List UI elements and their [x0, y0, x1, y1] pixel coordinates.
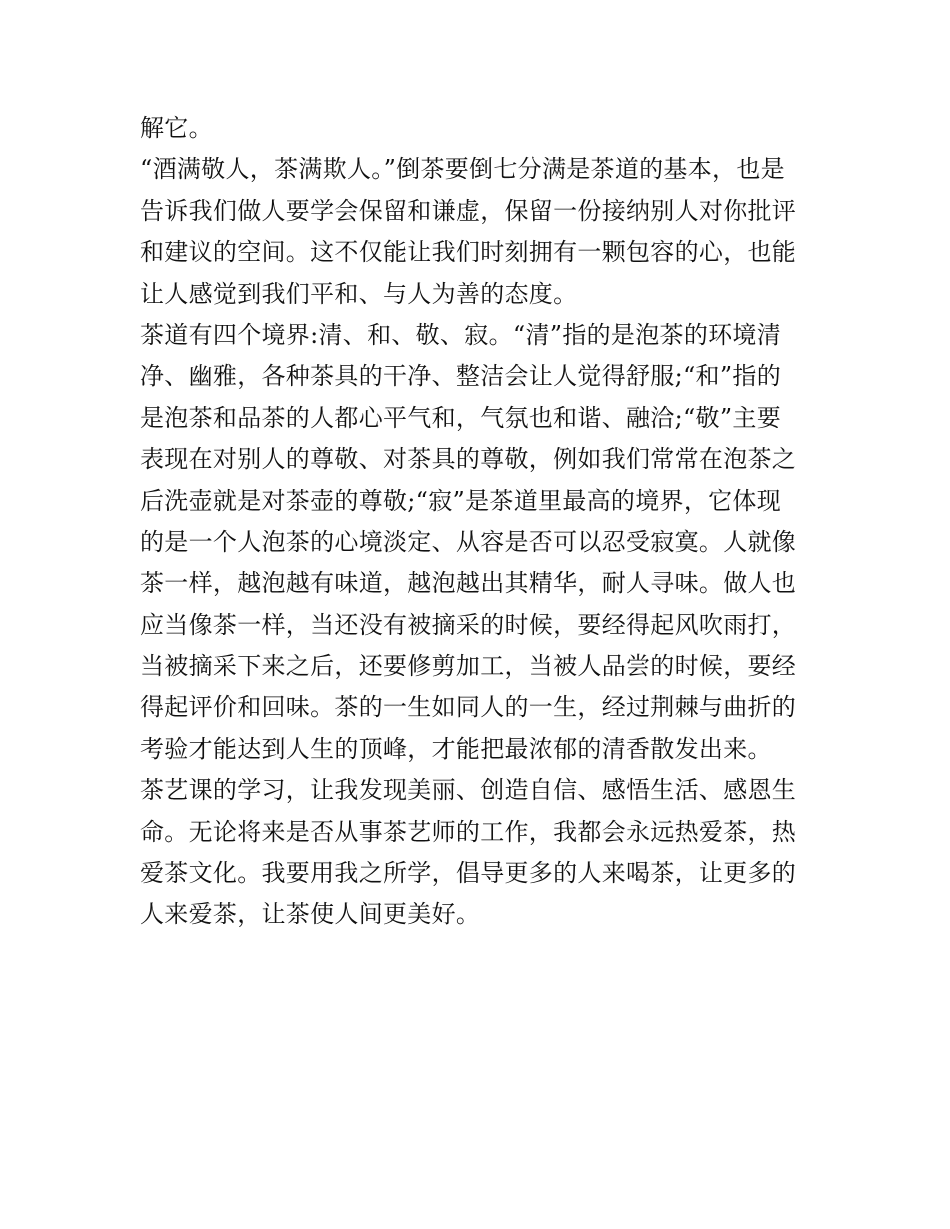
text-line: 的是一个人泡茶的心境淡定、从容是否可以忍受寂寞。人就像	[140, 527, 797, 556]
text-line: 茶道有四个境界:清、和、敬、寂。“清”指的是泡茶的环境清	[140, 320, 782, 349]
text-line: 人来爱茶，让茶使人间更美好。	[140, 900, 481, 929]
text-line: 让人感觉到我们平和、与人为善的态度。	[140, 279, 578, 308]
text-line: 应当像茶一样，当还没有被摘采的时候，要经得起风吹雨打，	[140, 610, 797, 639]
text-line: “酒满敬人，茶满欺人。”倒茶要倒七分满是茶道的基本，也是	[140, 155, 785, 184]
text-line: 和建议的空间。这不仅能让我们时刻拥有一颗包容的心，也能	[140, 238, 797, 267]
text-line: 表现在对别人的尊敬、对茶具的尊敬，例如我们常常在泡茶之	[140, 445, 797, 474]
text-line: 净、幽雅，各种茶具的干净、整洁会让人觉得舒服;“和”指的	[140, 362, 782, 391]
text-line: 考验才能达到人生的顶峰，才能把最浓郁的清香散发出来。	[140, 734, 772, 763]
text-line: 茶艺课的学习，让我发现美丽、创造自信、感悟生活、感恩生	[140, 776, 797, 805]
text-line: 是泡茶和品茶的人都心平气和，气氛也和谐、融洽;“敬”主要	[140, 403, 782, 432]
text-line: 命。无论将来是否从事茶艺师的工作，我都会永远热爱茶，热	[140, 817, 797, 846]
body-text	[140, 108, 820, 936]
text-line: 当被摘采下来之后，还要修剪加工，当被人品尝的时候，要经	[140, 652, 797, 681]
text-line: 告诉我们做人要学会保留和谦虚，保留一份接纳别人对你批评	[140, 196, 797, 225]
text-line: 解它。	[140, 114, 213, 142]
text-line: 爱茶文化。我要用我之所学，倡导更多的人来喝茶，让更多的	[140, 859, 797, 888]
text-line: 得起评价和回味。茶的一生如同人的一生，经过荆棘与曲折的	[140, 693, 797, 722]
text-line: 后洗壶就是对茶壶的尊敬;“寂”是茶道里最高的境界，它体现	[140, 486, 782, 515]
text-line: 茶一样，越泡越有味道，越泡越出其精华，耐人寻味。做人也	[140, 569, 797, 598]
